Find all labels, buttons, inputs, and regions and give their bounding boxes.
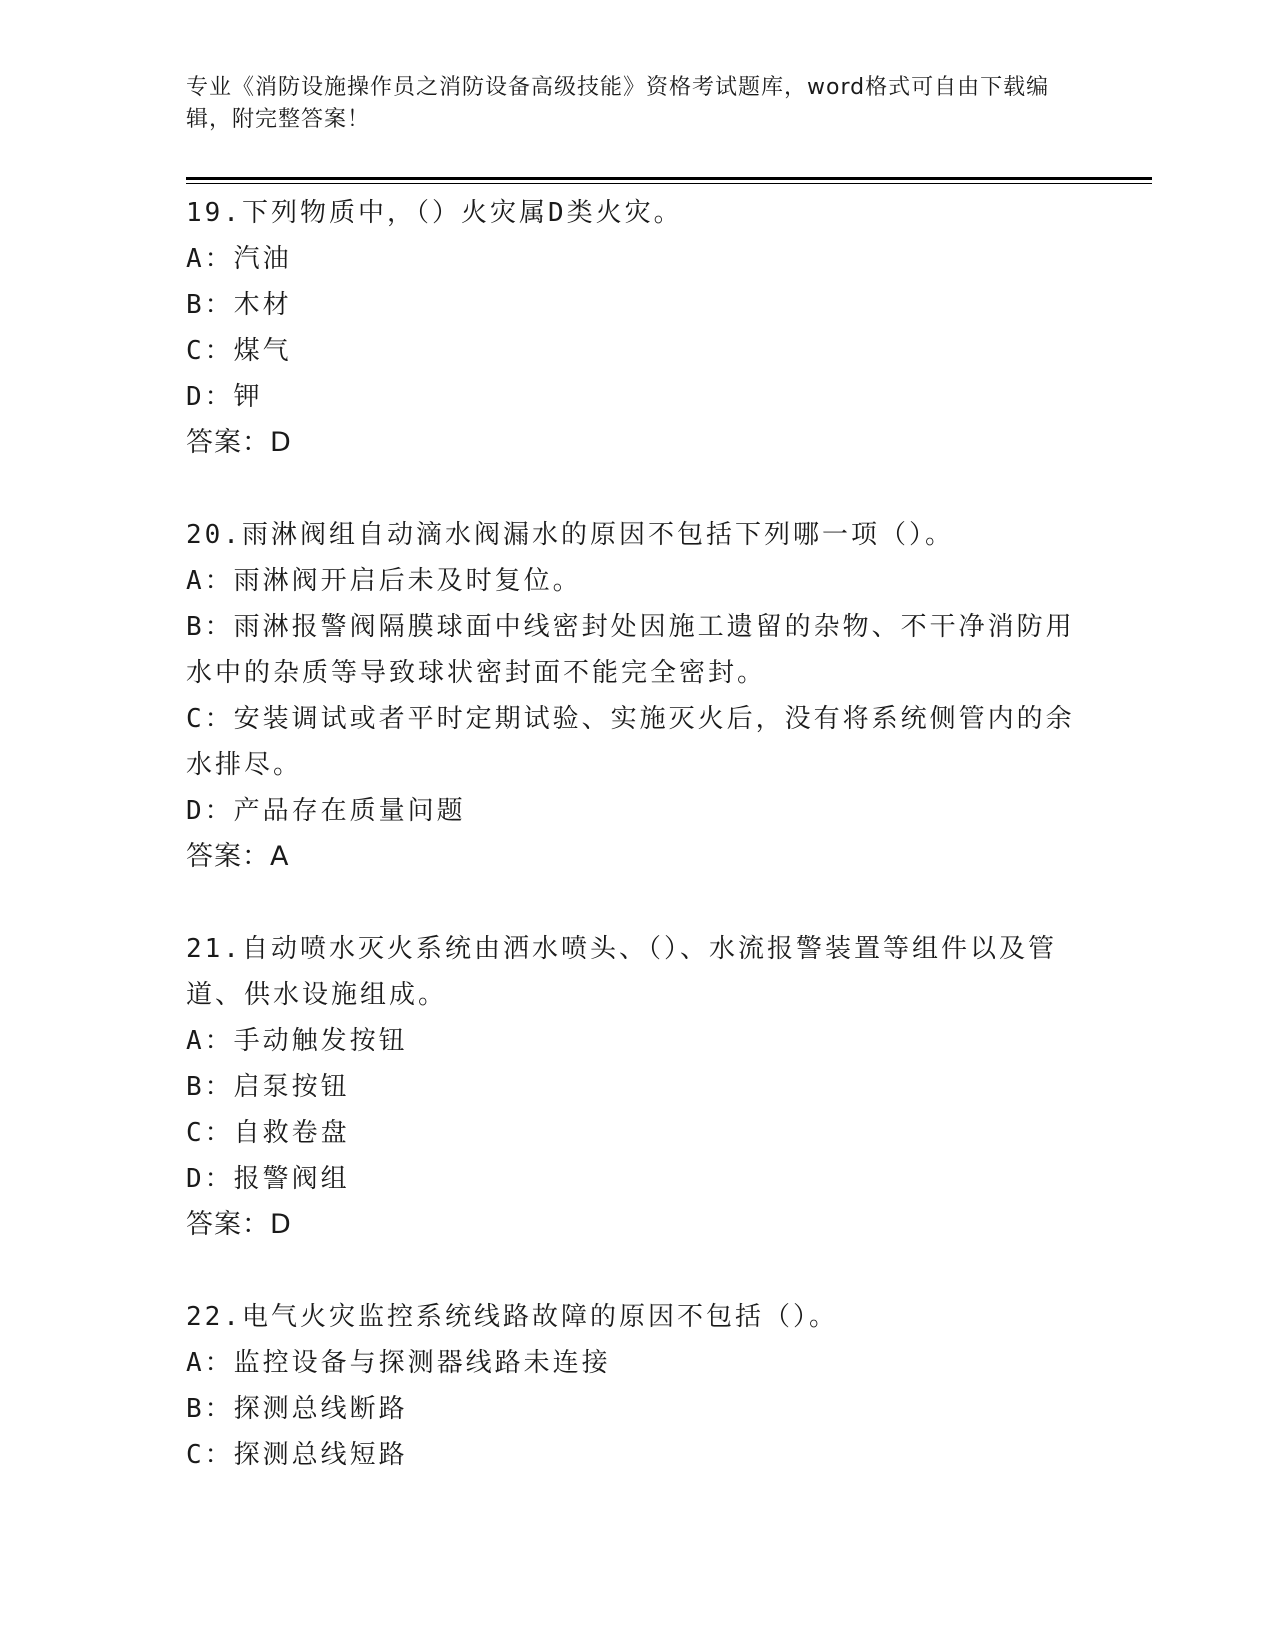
- option-d: D：钾: [186, 382, 263, 412]
- question-list: [186, 190, 1086, 1524]
- document-intro: 专业《消防设施操作员之消防设备高级技能》资格考试题库，word格式可自由下载编辑，附完整答案！: [186, 75, 1050, 132]
- question-19: [186, 190, 1086, 466]
- option-b: B：雨淋报警阀隔膜球面中线密封处因施工遗留的杂物、不干净消防用水中的杂质等导致球状密封面不能完全密封。: [186, 612, 1075, 688]
- option-b: B：木材: [186, 290, 292, 320]
- answer-line: 答案：D: [186, 427, 292, 458]
- option-a: A：雨淋阀开启后未及时复位。: [186, 566, 582, 596]
- option-c: C：探测总线短路: [186, 1440, 408, 1470]
- header-divider-thick: [186, 177, 1152, 180]
- header-divider-thin: [186, 183, 1152, 184]
- question-20: [186, 512, 1086, 880]
- question-22: [186, 1294, 1086, 1478]
- option-c: C：煤气: [186, 336, 292, 366]
- question-stem: 20.雨淋阀组自动滴水阀漏水的原因不包括下列哪一项（）。: [186, 520, 954, 550]
- answer-line: 答案：D: [186, 1209, 292, 1240]
- question-stem: 19.下列物质中，（）火灾属D类火灾。: [186, 198, 683, 228]
- answer-line: 答案：A: [186, 841, 290, 872]
- option-d: D：报警阀组: [186, 1164, 350, 1194]
- option-a: A：汽油: [186, 244, 292, 274]
- question-stem: 22.电气火灾监控系统线路故障的原因不包括（）。: [186, 1302, 838, 1332]
- question-stem: 21.自动喷水灭火系统由洒水喷头、（）、水流报警装置等组件以及管道、供水设施组成。: [186, 934, 1057, 1010]
- option-c: C：安装调试或者平时定期试验、实施灭火后，没有将系统侧管内的余水排尽。: [186, 704, 1075, 780]
- question-21: [186, 926, 1086, 1248]
- option-d: D：产品存在质量问题: [186, 796, 466, 826]
- option-a: A：手动触发按钮: [186, 1026, 408, 1056]
- option-b: B：探测总线断路: [186, 1394, 408, 1424]
- option-b: B：启泵按钮: [186, 1072, 350, 1102]
- option-c: C：自救卷盘: [186, 1118, 350, 1148]
- option-a: A：监控设备与探测器线路未连接: [186, 1348, 611, 1378]
